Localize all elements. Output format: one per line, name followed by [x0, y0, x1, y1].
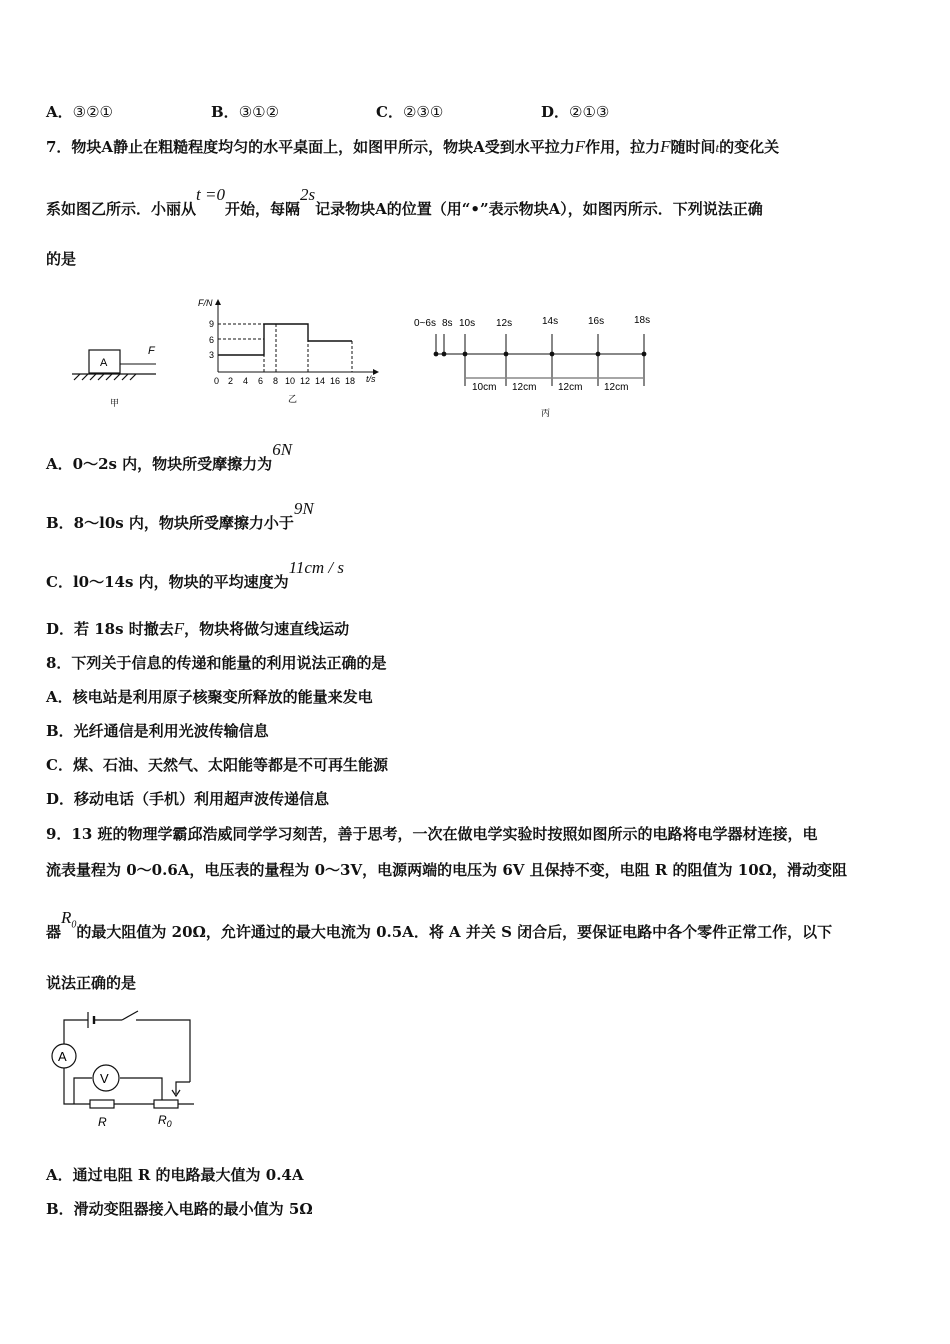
y-tick-9: 9 [209, 319, 215, 329]
q9-stem-line4: 说法正确的是 [46, 974, 137, 992]
y-tick-3: 3 [209, 350, 215, 360]
q8-option-b: B．光纤通信是利用光波传输信息 [46, 722, 269, 740]
time-label-8s: 8s [442, 318, 453, 329]
y-tick-6: 6 [209, 335, 215, 345]
q8-option-a: A．核电站是利用原子核聚变所释放的能量来发电 [46, 688, 373, 706]
ammeter-label: A [58, 1049, 67, 1064]
time-label-18s: 18s [634, 315, 651, 326]
table-hatching [74, 374, 136, 380]
q6-option-b: B．③①② [211, 103, 280, 121]
q7-option-c: C．l0～14s 内，物块的平均速度为11cm / s [46, 558, 345, 591]
distance-label-1: 10cm [472, 382, 497, 393]
x-tick-8: 8 [273, 376, 279, 386]
q9-stem-line1: 9．13 班的物理学霸邱浩威同学学习刻苦，善于思考，一次在做电学实验时按照如图所示的电路将电学器材连接，电 [46, 825, 818, 843]
x-tick-4: 4 [243, 376, 249, 386]
q7-stem-line1: 7．物块A静止在粗糙程度均匀的水平桌面上，如图甲所示，物块A受到水平拉力F作用，拉力F随时间t的变化关 [46, 137, 780, 156]
y-axis-label: F/N [198, 298, 213, 308]
x-tick-2: 2 [228, 376, 234, 386]
x-tick-12: 12 [300, 376, 311, 386]
q7-figure-yi [192, 294, 392, 406]
x-tick-6: 6 [258, 376, 264, 386]
q8-stem: 8．下列关于信息的传递和能量的利用说法正确的是 [46, 654, 387, 672]
x-tick-0: 0 [214, 376, 220, 386]
q9-circuit [44, 1008, 200, 1132]
distance-label-3: 12cm [558, 382, 583, 393]
rheostat-label: $R_0$ [158, 1113, 172, 1129]
block-a-label: A [100, 357, 108, 369]
q7-figure-bing [410, 310, 660, 422]
x-axis-label: t/s [366, 374, 376, 384]
distance-label-2: 12cm [512, 382, 537, 393]
q6-option-d: D．②①③ [541, 103, 610, 121]
q8-option-d: D．移动电话（手机）利用超声波传递信息 [46, 790, 330, 808]
time-labels [414, 315, 650, 329]
q7-option-b: B．8～l0s 内，物块所受摩擦力小于9N [46, 499, 314, 532]
q7-option-d: D．若 18s 时撤去F，物块将做匀速直线运动 [46, 619, 350, 638]
time-label-12s: 12s [496, 318, 513, 329]
q6-option-c: C．②③① [376, 103, 444, 121]
guide-lines [218, 324, 352, 372]
q7-option-a: A．0～2s 内，物块所受摩擦力为6N [46, 440, 293, 473]
resistor-r [90, 1100, 114, 1108]
caption-yi: 乙 [288, 395, 298, 405]
distance-labels [472, 382, 628, 393]
caption-bing: 丙 [541, 409, 551, 419]
q9-stem-line3: 器$R_0$的最大阻值为 20Ω，允许通过的最大电流为 0.5A．将 A 并关 S 闭合后，要保证电路中各个零件正常工作，以下 [46, 908, 833, 941]
x-tick-16: 16 [330, 376, 341, 386]
force-label: F [148, 345, 155, 357]
q9-option-a: A．通过电阻 R 的电路最大值为 0.4A [46, 1166, 304, 1184]
rheostat-r0 [154, 1100, 178, 1108]
caption-jia: 甲 [110, 399, 120, 409]
distance-label-4: 12cm [604, 382, 629, 393]
q9-option-b: B．滑动变阻器接入电路的最小值为 5Ω [46, 1200, 313, 1218]
q9-stem-line2: 流表量程为 0～0.6A，电压表的量程为 0～3V，电源两端的电压为 6V 且保持不变，电阻 R 的阻值为 10Ω，滑动变阻 [46, 861, 848, 879]
q6-option-a: A．③②① [46, 103, 113, 121]
time-label-14s: 14s [542, 316, 559, 327]
x-tick-14: 14 [315, 376, 326, 386]
q8-option-c: C．煤、石油、天然气、太阳能等都是不可再生能源 [46, 756, 388, 774]
x-tick-18: 18 [345, 376, 356, 386]
x-tick-10: 10 [285, 376, 296, 386]
q7-stem-line2: 系如图乙所示．小丽从t =0开始，每隔2s记录物块A的位置（用“•”表示物块A），如图丙所示．下列说法正确 [46, 185, 763, 218]
time-label-16s: 16s [588, 316, 605, 327]
time-label-10s: 10s [459, 318, 476, 329]
q7-stem-line3: 的是 [46, 250, 77, 268]
q7-figure-jia [68, 338, 168, 410]
time-label-0-6s: 0~6s [414, 318, 436, 329]
x-ticks [214, 376, 355, 386]
voltmeter-label: V [100, 1071, 109, 1086]
resistor-label: R [98, 1115, 107, 1129]
switch-s [122, 1011, 138, 1020]
circuit-wires [64, 1011, 194, 1104]
